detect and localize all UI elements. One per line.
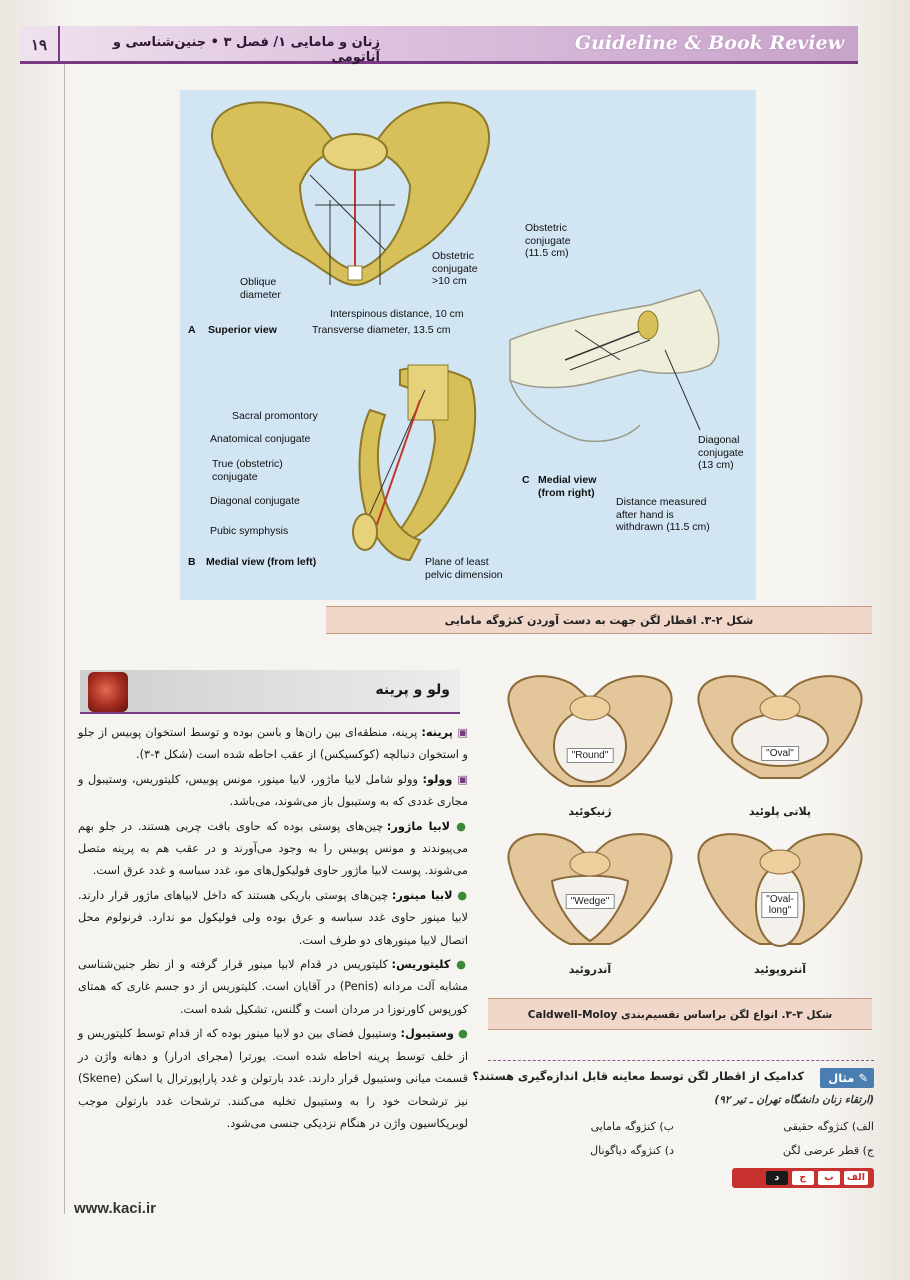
term-vestibule: وستیبول: <box>400 1027 454 1041</box>
paragraph-clitoris <box>78 954 468 1021</box>
dot-bullet-icon: ● <box>452 888 469 902</box>
label-transverse: Transverse diameter, 13.5 cm <box>312 324 451 336</box>
answer-chip-a[interactable]: الف <box>844 1171 868 1185</box>
answer-chip-c[interactable]: ج <box>792 1171 814 1185</box>
brand-title: Guideline & Book Review <box>574 32 844 54</box>
question-label <box>820 1068 874 1088</box>
text-perineum: پرینه، منطقه‌ای بین ران‌ها و باسن بوده و توسط استخوان پوبیس از جلو و استخوان دنبالچه (کوکسیکس) از عقب احاطه شده است (شکل ۴-۳). <box>78 726 468 762</box>
pelvis-type-platypelloid <box>690 668 870 818</box>
term-clitoris: کلیتوریس: <box>391 958 451 972</box>
text-clitoris: کلیتوریس در قدام لابیا مینور قرار گرفته و از نظر جنین‌شناسی مشابه آلت مردانه (Penis) در آقایان است. کلیتوریس از دو جسم غاری که همتای کورپوس کاورنوزا در مردان است و گلنس، تشکیل شده است. <box>78 958 468 1016</box>
pelvis-oval-drawing <box>690 668 870 798</box>
panel-a-title: Superior view <box>208 324 277 336</box>
website-url[interactable]: www.kaci.ir <box>74 1200 156 1217</box>
pelvis-type-gynecoid <box>500 668 680 818</box>
type-label-gynecoid: ژنیکوئید <box>568 805 612 818</box>
label-obstetric-conjugate-c: Obstetric conjugate (11.5 cm) <box>525 222 571 260</box>
text-labia-minora: چین‌های پوستی باریکی هستند که داخل لابیاهای ماژور قرار دارند. لابیا مینور حاوی غدد سباسه و عرق بوده ولی فولیکول مو ندارد. فرنولوم محل اتصال لابیا مینورهای دو طرف است. <box>78 888 468 947</box>
label-distance-measured: Distance measured after hand is withdrawn (11.5 cm) <box>616 496 710 534</box>
panel-c-title: Medial view (from right) <box>538 474 597 499</box>
shape-label-round: "Round" <box>567 748 614 763</box>
example-question <box>472 1060 874 1188</box>
term-labia-majora: لابیا ماژور: <box>386 819 451 833</box>
margin-line <box>64 64 65 1214</box>
shape-label-oval: "Oval" <box>761 746 799 761</box>
label-anatomical-conjugate: Anatomical conjugate <box>210 433 311 445</box>
term-vulva: وولو: <box>422 772 453 786</box>
option-a[interactable]: الف) کنژوگه حقیقی <box>783 1120 874 1133</box>
question-divider <box>488 1060 874 1061</box>
paragraph-perineum <box>78 722 468 767</box>
page-number: ۱۹ <box>20 26 60 64</box>
chapter-title: زنان و مامایی ۱/ فصل ۳ • جنین‌شناسی و آناتومی <box>112 35 380 65</box>
shape-label-oval-long: "Oval- long" <box>761 892 798 918</box>
type-label-anthropoid: آنتروپوئید <box>753 963 807 976</box>
pelvis-type-android <box>500 826 680 976</box>
pelvis-type-anthropoid <box>690 826 870 976</box>
figure1-caption: شکل ۲-۳. اقطار لگن جهت به دست آوردن کنژوگه مامایی <box>326 606 872 634</box>
question-source: (ارتقاء زنان دانشگاه تهران ـ تیر ۹۲) <box>714 1094 874 1106</box>
shape-label-wedge: "Wedge" <box>566 894 615 909</box>
pelvis-wedge-drawing <box>500 826 680 956</box>
panel-a-letter: A <box>188 324 196 336</box>
paragraph-labia-minora <box>78 885 468 952</box>
label-true-conjugate: True (obstetric) conjugate <box>212 458 283 483</box>
anatomy-icon <box>88 672 128 712</box>
dot-bullet-icon: ● <box>450 819 468 833</box>
pelvis-oval-long-drawing <box>690 826 870 956</box>
label-plane-least-dimension: Plane of least pelvic dimension <box>425 556 503 581</box>
label-pubic-symphysis: Pubic symphysis <box>210 525 289 537</box>
label-diagonal-conjugate-c: Diagonal conjugate (13 cm) <box>698 434 744 472</box>
paragraph-vestibule <box>78 1023 468 1135</box>
term-labia-minora: لابیا مینور: <box>391 888 453 902</box>
answer-chip-b[interactable]: ب <box>818 1171 840 1185</box>
panel-c-letter: C <box>522 474 530 486</box>
pelvis-round-drawing <box>500 668 680 798</box>
hand-exam-drawing <box>510 290 719 441</box>
answer-chip-d[interactable]: د <box>766 1171 788 1185</box>
text-vulva: وولو شامل لابیا ماژور، لابیا مینور، مونس پوبیس، کلیتوریس، وستیبول و مجاری غددی که به وستیبول باز می‌شوند، می‌باشد. <box>78 772 468 809</box>
page-header <box>20 26 858 64</box>
label-obstetric-conjugate-a: Obstetric conjugate >10 cm <box>432 250 478 288</box>
label-oblique-diameter: Oblique diameter <box>240 276 281 301</box>
dot-bullet-icon: ● <box>450 958 468 972</box>
section-title: ولو و پرینه <box>375 682 450 698</box>
label-diagonal-conjugate-b: Diagonal conjugate <box>210 495 300 507</box>
option-d[interactable]: د) کنژوگه دیاگونال <box>590 1144 674 1157</box>
question-label-text: مثال <box>828 1071 855 1085</box>
section-body <box>78 722 468 1137</box>
paragraph-vulva <box>78 769 468 814</box>
text-labia-majora: چین‌های پوستی بوده که حاوی بافت چربی هستند. در جلو بهم می‌پیوندند و مونس پوبیس را به وجود می‌آورند و در عقب هم به پرینه متصل می‌شوند. پوست لابیا ماژور حاوی فولیکول‌های مو، غدد سباسه و غدد عرق است. <box>78 819 468 878</box>
figure-pelvic-diameters <box>180 90 756 600</box>
dot-bullet-icon: ● <box>453 1027 468 1041</box>
figure2-caption: شکل ۳-۳. انواع لگن براساس تقسیم‌بندی Caldwell-Moloy <box>488 998 872 1030</box>
label-sacral-promontory: Sacral promontory <box>232 410 318 422</box>
panel-b-title: Medial view (from left) <box>206 556 317 568</box>
edit-icon: ✎ <box>854 1071 868 1085</box>
question-text: کدامیک از اقطار لگن توسط معاینه قابل اندازه‌گیری هستند؟ <box>472 1070 804 1083</box>
text-vestibule: وستیبول فضای بین دو لابیا مینور بوده که از قدام توسط کلیتوریس و از خلف توسط پرینه احاطه شده است. یورترا (مجرای ادرار) و دهانه واژن در قسمت میانی وستیبول قرار دارند. غدد بارتولن و غدد پاراپورترال یا اسکن (Skene) نیز ترشحات خود را به وستیبول تخلیه می‌کنند. ترشحات غدد بارتولن موجب لوبریکاسیون واژن در هنگام نزدیکی جنسی می‌شود. <box>78 1027 468 1130</box>
label-interspinous: Interspinous distance, 10 cm <box>330 308 464 320</box>
option-b[interactable]: ب) کنژوگه مامایی <box>590 1120 674 1133</box>
type-label-android: آندروئید <box>568 963 612 976</box>
type-label-platypelloid: پلاتی پلوئید <box>748 805 812 818</box>
section-header <box>80 670 460 714</box>
square-bullet-icon: ▣ <box>452 726 469 739</box>
panel-b-letter: B <box>188 556 196 568</box>
paragraph-labia-majora <box>78 816 468 883</box>
option-c[interactable]: ج) قطر عرضی لگن <box>782 1144 874 1157</box>
term-perineum: پرینه: <box>421 726 453 739</box>
sacrum-medial-drawing <box>353 365 475 560</box>
square-bullet-icon: ▣ <box>452 772 468 786</box>
pelvis-types-figure <box>490 668 880 988</box>
answer-bar <box>732 1168 874 1188</box>
